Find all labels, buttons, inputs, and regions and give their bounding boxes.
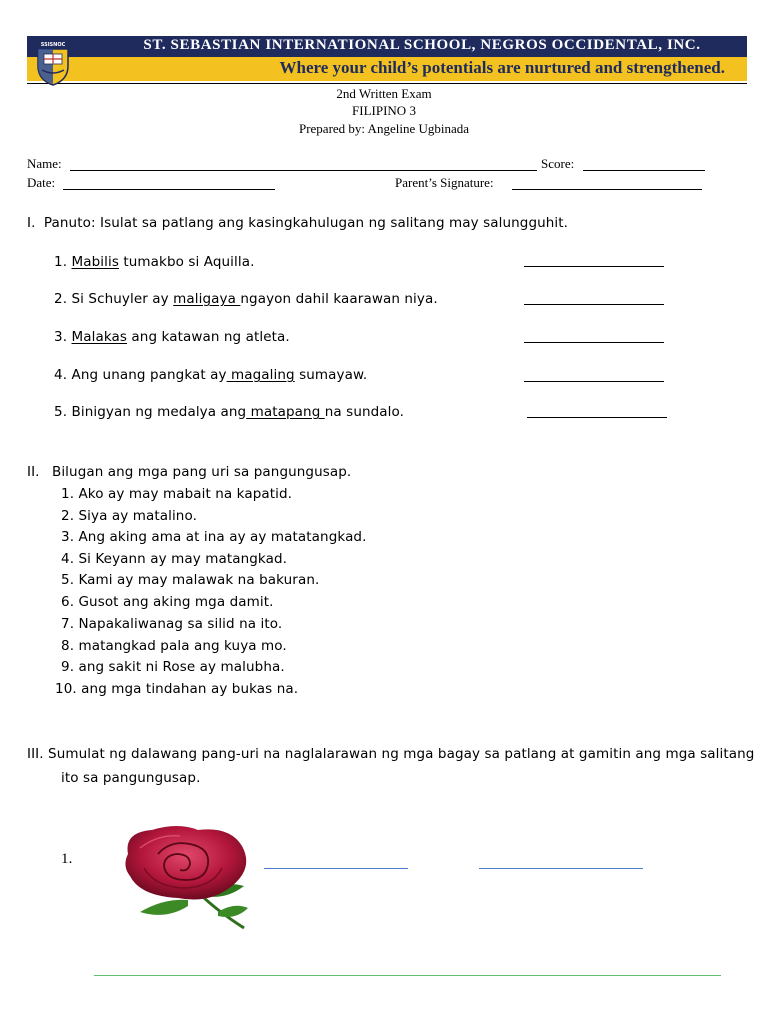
item-number: 3. <box>54 329 68 345</box>
item-number: 5. <box>54 404 68 420</box>
section2-item-1[interactable]: 1. Ako ay may mabait na kapatid. <box>61 486 293 502</box>
section1-item-5 <box>54 404 404 420</box>
section2-item-10[interactable]: 10. ang mga tindahan ay bukas na. <box>55 681 299 697</box>
item-text: ngayon dahil kaarawan niya. <box>240 291 438 307</box>
section1-roman: I. <box>27 215 36 231</box>
item-number: 1. <box>54 254 68 270</box>
section3-roman: III. <box>27 746 44 762</box>
date-label: Date: <box>27 175 56 190</box>
item-text: sumayaw. <box>294 367 368 383</box>
name-field[interactable] <box>70 170 537 171</box>
date-field[interactable] <box>63 189 275 190</box>
adjective-blank-2[interactable] <box>479 868 643 869</box>
section2-item-8[interactable]: 8. matangkad pala ang kuya mo. <box>61 638 287 654</box>
item-text: tumakbo si Aquilla. <box>118 254 255 270</box>
underlined-word: matapang <box>246 404 325 420</box>
section2-roman: II. <box>27 464 40 480</box>
section2-item-2[interactable]: 2. Siya ay matalino. <box>61 508 197 524</box>
underlined-word: Mabilis <box>71 254 119 270</box>
sentence-blank[interactable] <box>94 975 721 976</box>
signature-label: Parent’s Signature: <box>395 175 494 190</box>
section1-heading <box>27 215 568 231</box>
answer-blank-3[interactable] <box>524 342 664 343</box>
answer-blank-5[interactable] <box>527 417 667 418</box>
logo-text: SSISNOC <box>40 42 66 48</box>
underlined-word: Malakas <box>71 329 128 345</box>
underlined-word: maligaya <box>173 291 241 307</box>
section2-item-4[interactable]: 4. Si Keyann ay may matangkad. <box>61 551 288 567</box>
section3-instruction-line2: ito sa pangungusap. <box>61 770 201 786</box>
section2-item-3[interactable]: 3. Ang aking ama at ina ay ay matatangkad. <box>61 529 367 545</box>
section1-instruction-text: Isulat sa patlang ang kasingkahulugan ng salitang may salungguhit. <box>100 215 569 231</box>
school-name: ST. SEBASTIAN INTERNATIONAL SCHOOL, NEGROS OCCIDENTAL, INC. <box>143 37 701 53</box>
underlined-word: magaling <box>226 367 295 383</box>
signature-field[interactable] <box>512 189 702 190</box>
score-field[interactable] <box>583 170 705 171</box>
section3-heading <box>27 746 754 762</box>
item-number: 2. <box>54 291 68 307</box>
answer-blank-1[interactable] <box>524 266 664 267</box>
section2-heading <box>27 464 351 480</box>
item-text: ang katawan ng atleta. <box>127 329 290 345</box>
section2-item-6[interactable]: 6. Gusot ang aking mga damit. <box>61 594 274 610</box>
item-text: Ang unang pangkat ay <box>71 367 227 383</box>
item-text: na sundalo. <box>324 404 405 420</box>
item-number: 4. <box>54 367 68 383</box>
answer-blank-4[interactable] <box>524 381 664 382</box>
section1-instruction-label: Panuto: <box>43 215 96 231</box>
section3-item-number: 1. <box>61 851 73 867</box>
section2-item-7[interactable]: 7. Napakaliwanag sa silid na ito. <box>61 616 283 632</box>
section2-instruction: Bilugan ang mga pang uri sa pangungusap. <box>51 464 352 480</box>
name-label: Name: <box>27 156 62 171</box>
exam-prepared-by: Prepared by: Angeline Ugbinada <box>298 121 470 136</box>
school-tagline: Where your child’s potentials are nurtured and strengthened. <box>279 58 725 77</box>
item-text: Si Schuyler ay <box>71 291 174 307</box>
score-label: Score: <box>541 156 575 171</box>
item-text: Binigyan ng medalya ang <box>71 404 247 420</box>
section3-instruction-line1: Sumulat ng dalawang pang-uri na naglalarawan ng mga bagay sa patlang at gamitin ang mga salitang <box>48 746 755 762</box>
exam-title: 2nd Written Exam <box>336 86 432 101</box>
answer-blank-2[interactable] <box>524 304 664 305</box>
section2-item-9[interactable]: 9. ang sakit ni Rose ay malubha. <box>61 659 285 675</box>
rose-icon <box>118 824 256 932</box>
section1-item-1 <box>54 254 255 270</box>
section1-item-4 <box>54 367 367 383</box>
section2-item-5[interactable]: 5. Kami ay may malawak na bakuran. <box>61 572 320 588</box>
header-rule <box>27 83 747 84</box>
section1-item-2 <box>54 291 438 307</box>
adjective-blank-1[interactable] <box>264 868 408 869</box>
section1-item-3 <box>54 329 290 345</box>
school-logo-icon <box>34 40 72 86</box>
exam-subject: FILIPINO 3 <box>352 103 416 118</box>
